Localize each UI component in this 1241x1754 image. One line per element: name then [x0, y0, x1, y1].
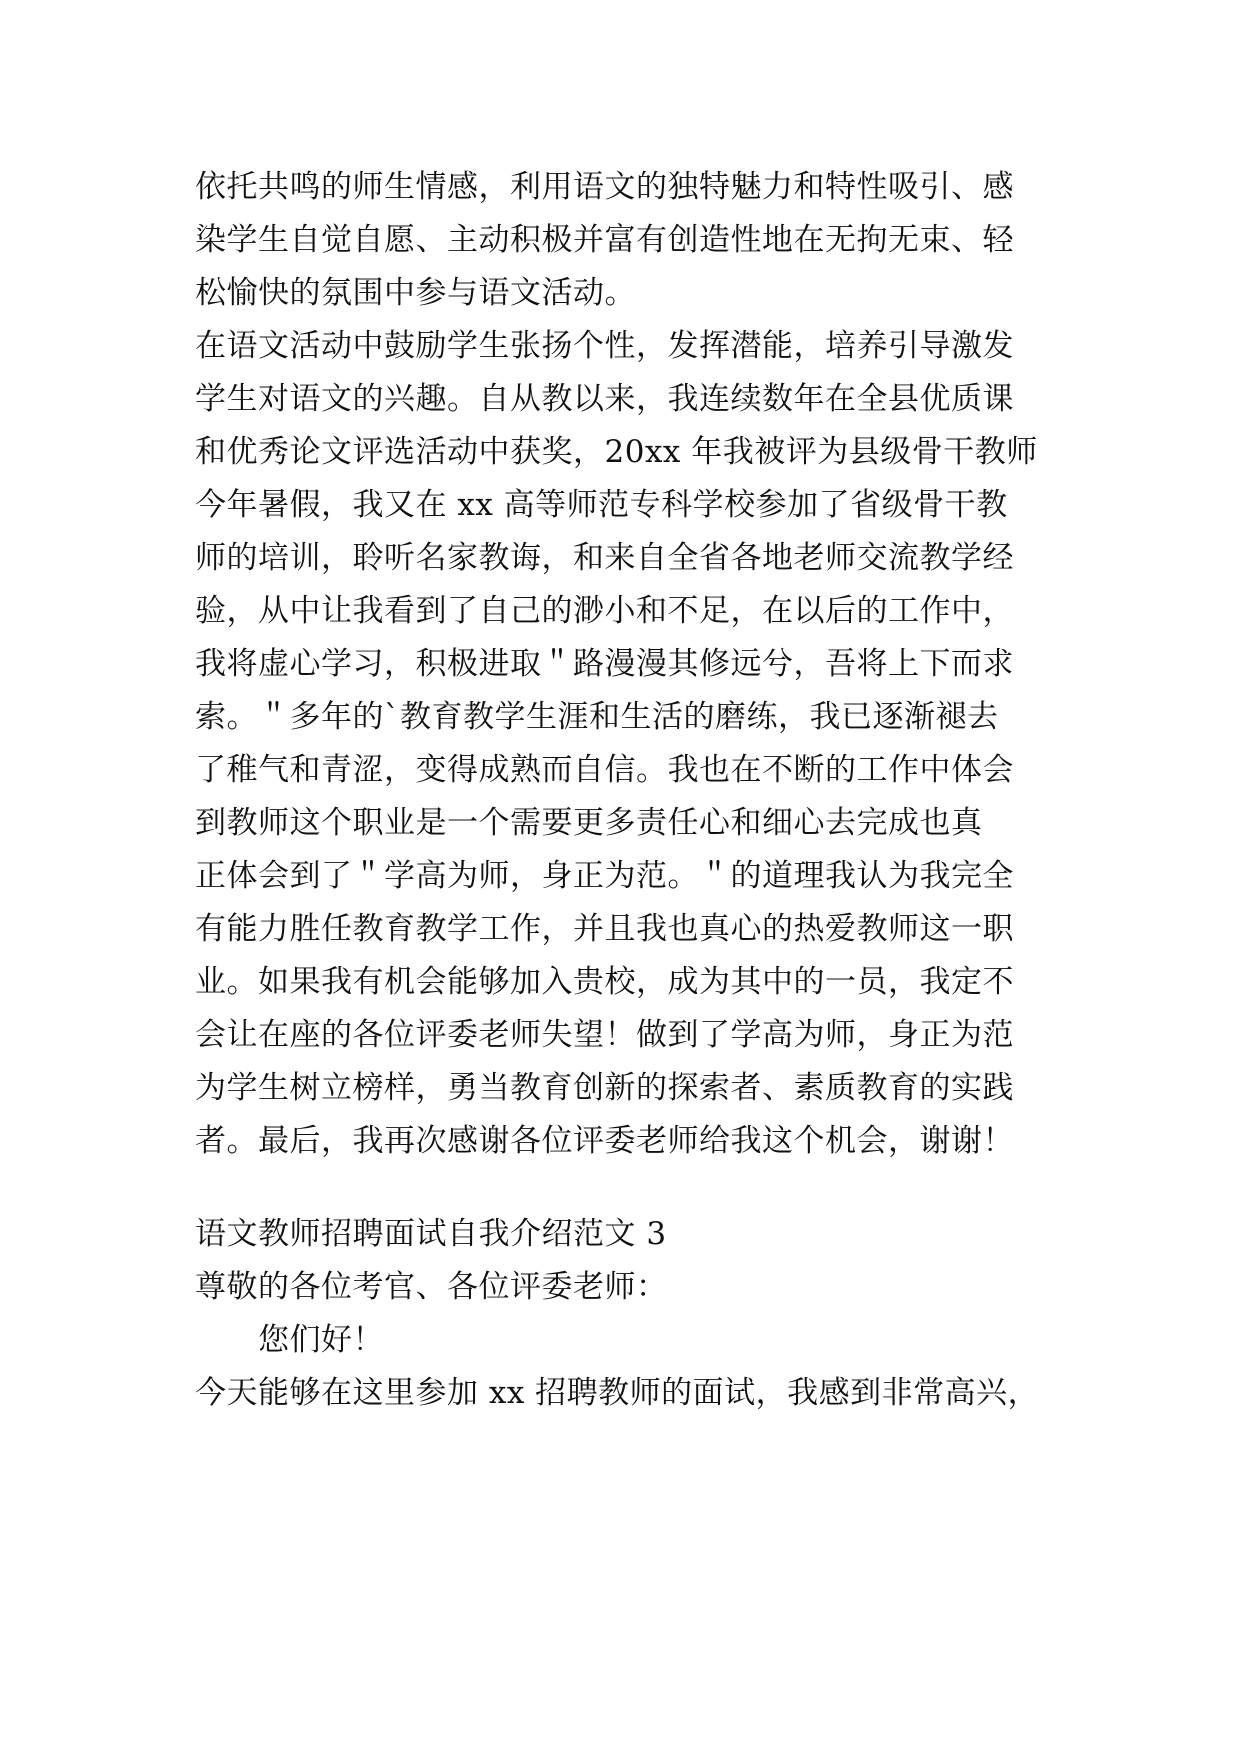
paragraph-line: 验，从中让我看到了自己的渺小和不足，在以后的工作中，	[195, 593, 1014, 629]
paragraph-line: 和优秀论文评选活动中获奖，20xx 年我被评为县级骨干教师	[195, 434, 1038, 470]
paragraph-line: 了稚气和青涩，变得成熟而自信。我也在不断的工作中体会	[195, 752, 1014, 788]
paragraph-line: 有能力胜任教育教学工作，并且我也真心的热爱教师这一职	[195, 911, 1014, 947]
paragraph-line: 松愉快的氛围中参与语文活动。	[195, 275, 636, 311]
salutation: 尊敬的各位考官、各位评委老师：	[195, 1269, 668, 1305]
paragraph-line: 在语文活动中鼓励学生张扬个性，发挥潜能，培养引导激发	[195, 328, 1014, 364]
paragraph-line: 者。最后，我再次感谢各位评委老师给我这个机会，谢谢！	[195, 1123, 1014, 1159]
opening-line: 今天能够在这里参加 xx 招聘教师的面试，我感到非常高兴，	[195, 1375, 1040, 1411]
paragraph-line: 师的培训，聆听名家教诲，和来自全省各地老师交流教学经	[195, 540, 1014, 576]
section-title: 语文教师招聘面试自我介绍范文 3	[195, 1216, 667, 1252]
paragraph-line: 我将虚心学习，积极进取＂路漫漫其修远兮，吾将上下而求	[195, 646, 1014, 682]
paragraph-line: 正体会到了＂学高为师，身正为范。＂的道理我认为我完全	[195, 858, 1014, 894]
paragraph-line: 依托共鸣的师生情感，利用语文的独特魅力和特性吸引、感	[195, 169, 1014, 205]
paragraph-line: 为学生树立榜样，勇当教育创新的探索者、素质教育的实践	[195, 1070, 1014, 1106]
paragraph-line: 索。＂多年的`教育教学生涯和生活的磨练，我已逐渐褪去	[195, 699, 999, 735]
paragraph-line: 到教师这个职业是一个需要更多责任心和细心去完成也真	[195, 805, 983, 841]
paragraph-line: 今年暑假，我又在 xx 高等师范专科学校参加了省级骨干教	[195, 487, 1008, 523]
paragraph-line: 会让在座的各位评委老师失望！做到了学高为师，身正为范	[195, 1017, 1014, 1053]
paragraph-line: 业。如果我有机会能够加入贵校，成为其中的一员，我定不	[195, 964, 1014, 1000]
paragraph-line: 学生对语文的兴趣。自从教以来，我连续数年在全县优质课	[195, 381, 1014, 417]
paragraph-line: 染学生自觉自愿、主动积极并富有创造性地在无拘无束、轻	[195, 222, 1014, 258]
greeting: 您们好！	[258, 1322, 384, 1358]
